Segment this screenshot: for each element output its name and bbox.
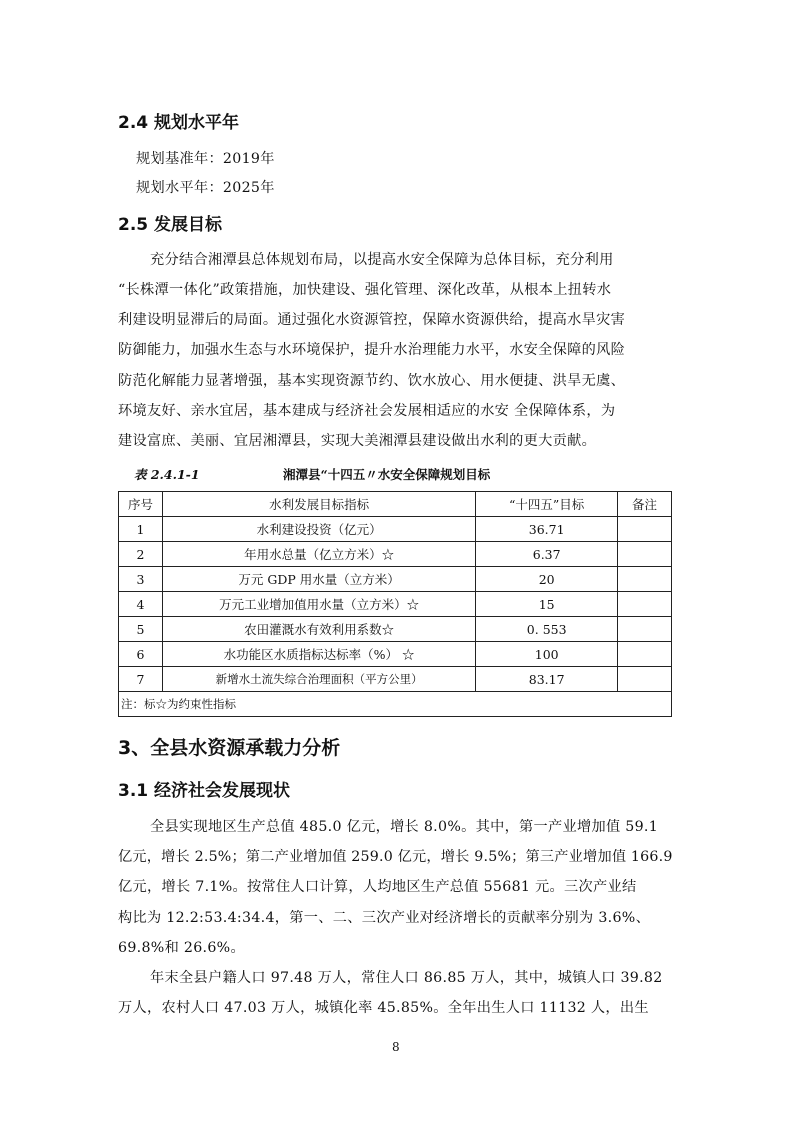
table-number: 表 2.4.1-1 <box>134 467 200 482</box>
paragraph-line: 防范化解能力显著增强，基本实现资源节约、饮水放心、用水便捷、洪旱无虞、 <box>118 373 626 389</box>
header-cell: 水利发展目标指标 <box>162 492 475 517</box>
table-row <box>119 642 672 667</box>
table-row <box>119 592 672 617</box>
table-row <box>119 567 672 592</box>
row-note <box>618 617 672 642</box>
paragraph-line: 年末全县户籍人口 97.48 万人，常住人口 86.85 万人，其中，城镇人口 39.82 <box>150 970 663 986</box>
row-indicator: 年用水总量（亿立方米）☆ <box>162 542 475 567</box>
table-row <box>119 667 672 692</box>
base-year-text: 规划基准年：2019年 <box>136 151 275 167</box>
paragraph-line: 万人，农村人口 47.03 万人，城镇化率 45.85%。全年出生人口 11132 人，出生 <box>118 1000 649 1016</box>
row-indicator: 万元 GDP 用水量（立方米） <box>162 567 475 592</box>
planning-targets-table <box>118 491 672 717</box>
row-indicator: 水利建设投资（亿元） <box>162 517 475 542</box>
row-number: 4 <box>119 592 163 617</box>
row-number: 3 <box>119 567 163 592</box>
row-indicator: 新增水土流失综合治理面积（平方公里） <box>162 667 475 692</box>
table-title: 湘潭县“十四五〃水安全保障规划目标 <box>283 467 491 482</box>
row-number: 6 <box>119 642 163 667</box>
header-cell: “十四五”目标 <box>476 492 618 517</box>
table-header-row <box>119 492 672 517</box>
row-number: 2 <box>119 542 163 567</box>
paragraph-line: 建设富庶、美丽、宜居湘潭县，实现大美湘潭县建设做出水利的更大贡献。 <box>118 433 597 449</box>
row-note <box>618 542 672 567</box>
table-footnote: 注：标☆为约束性指标 <box>119 692 672 717</box>
paragraph-line: 69.8%和 26.6%。 <box>118 940 245 956</box>
table-row <box>119 542 672 567</box>
paragraph-line: 环境友好、亲水宜居，基本建成与经济社会发展相适应的水安 全保障体系，为 <box>118 403 616 419</box>
row-target: 83.17 <box>476 667 618 692</box>
row-target: 36.71 <box>476 517 618 542</box>
paragraph-line: 防御能力，加强水生态与水环境保护，提升水治理能力水平，水安全保障的风险 <box>118 342 626 358</box>
section-heading-3-1: 3.1 经济社会发展现状 <box>118 781 291 801</box>
row-indicator: 万元工业增加值用水量（立方米）☆ <box>162 592 475 617</box>
row-target: 20 <box>476 567 618 592</box>
table-row <box>119 517 672 542</box>
row-note <box>618 592 672 617</box>
row-note <box>618 517 672 542</box>
row-number: 1 <box>119 517 163 542</box>
row-target: 0. 553 <box>476 617 618 642</box>
table-row <box>119 617 672 642</box>
page-number: 8 <box>392 1040 400 1054</box>
paragraph-line: 利建设明显滞后的局面。通过强化水资源管控，保障水资源供给，提高水旱灾害 <box>118 312 626 328</box>
paragraph-line: “长株潭一体化”政策措施，加快建设、强化管理、深化改革，从根本上扭转水 <box>118 282 612 298</box>
row-number: 5 <box>119 617 163 642</box>
paragraph-line: 亿元，增长 2.5%；第二产业增加值 259.0 亿元，增长 9.5%；第三产业增加值 166.9 <box>118 849 673 865</box>
row-indicator: 水功能区水质指标达标率（%） ☆ <box>162 642 475 667</box>
row-note <box>618 567 672 592</box>
paragraph-line: 全县实现地区生产总值 485.0 亿元，增长 8.0%。其中，第一产业增加值 59.1 <box>150 819 659 835</box>
row-target: 100 <box>476 642 618 667</box>
row-target: 6.37 <box>476 542 618 567</box>
row-note <box>618 667 672 692</box>
paragraph-line: 充分结合湘潭县总体规划布局，以提高水安全保障为总体目标，充分利用 <box>150 252 614 268</box>
paragraph-line: 亿元，增长 7.1%。按常住人口计算，人均地区生产总值 55681 元。三次产业结 <box>118 879 637 895</box>
target-year-text: 规划水平年：2025年 <box>136 180 275 196</box>
row-target: 15 <box>476 592 618 617</box>
section-heading-2-5: 2.5 发展目标 <box>118 215 223 235</box>
section-heading-2-4: 2.4 规划水平年 <box>118 113 240 133</box>
row-note <box>618 642 672 667</box>
table-footnote-row <box>119 692 672 717</box>
paragraph-line: 构比为 12.2:53.4:34.4，第一、二、三次产业对经济增长的贡献率分别为 3.6%、 <box>118 910 651 926</box>
row-indicator: 农田灌溉水有效利用系数☆ <box>162 617 475 642</box>
section-heading-3: 3、全县水资源承载力分析 <box>118 737 341 759</box>
row-number: 7 <box>119 667 163 692</box>
header-cell: 备注 <box>618 492 672 517</box>
header-cell: 序号 <box>119 492 163 517</box>
